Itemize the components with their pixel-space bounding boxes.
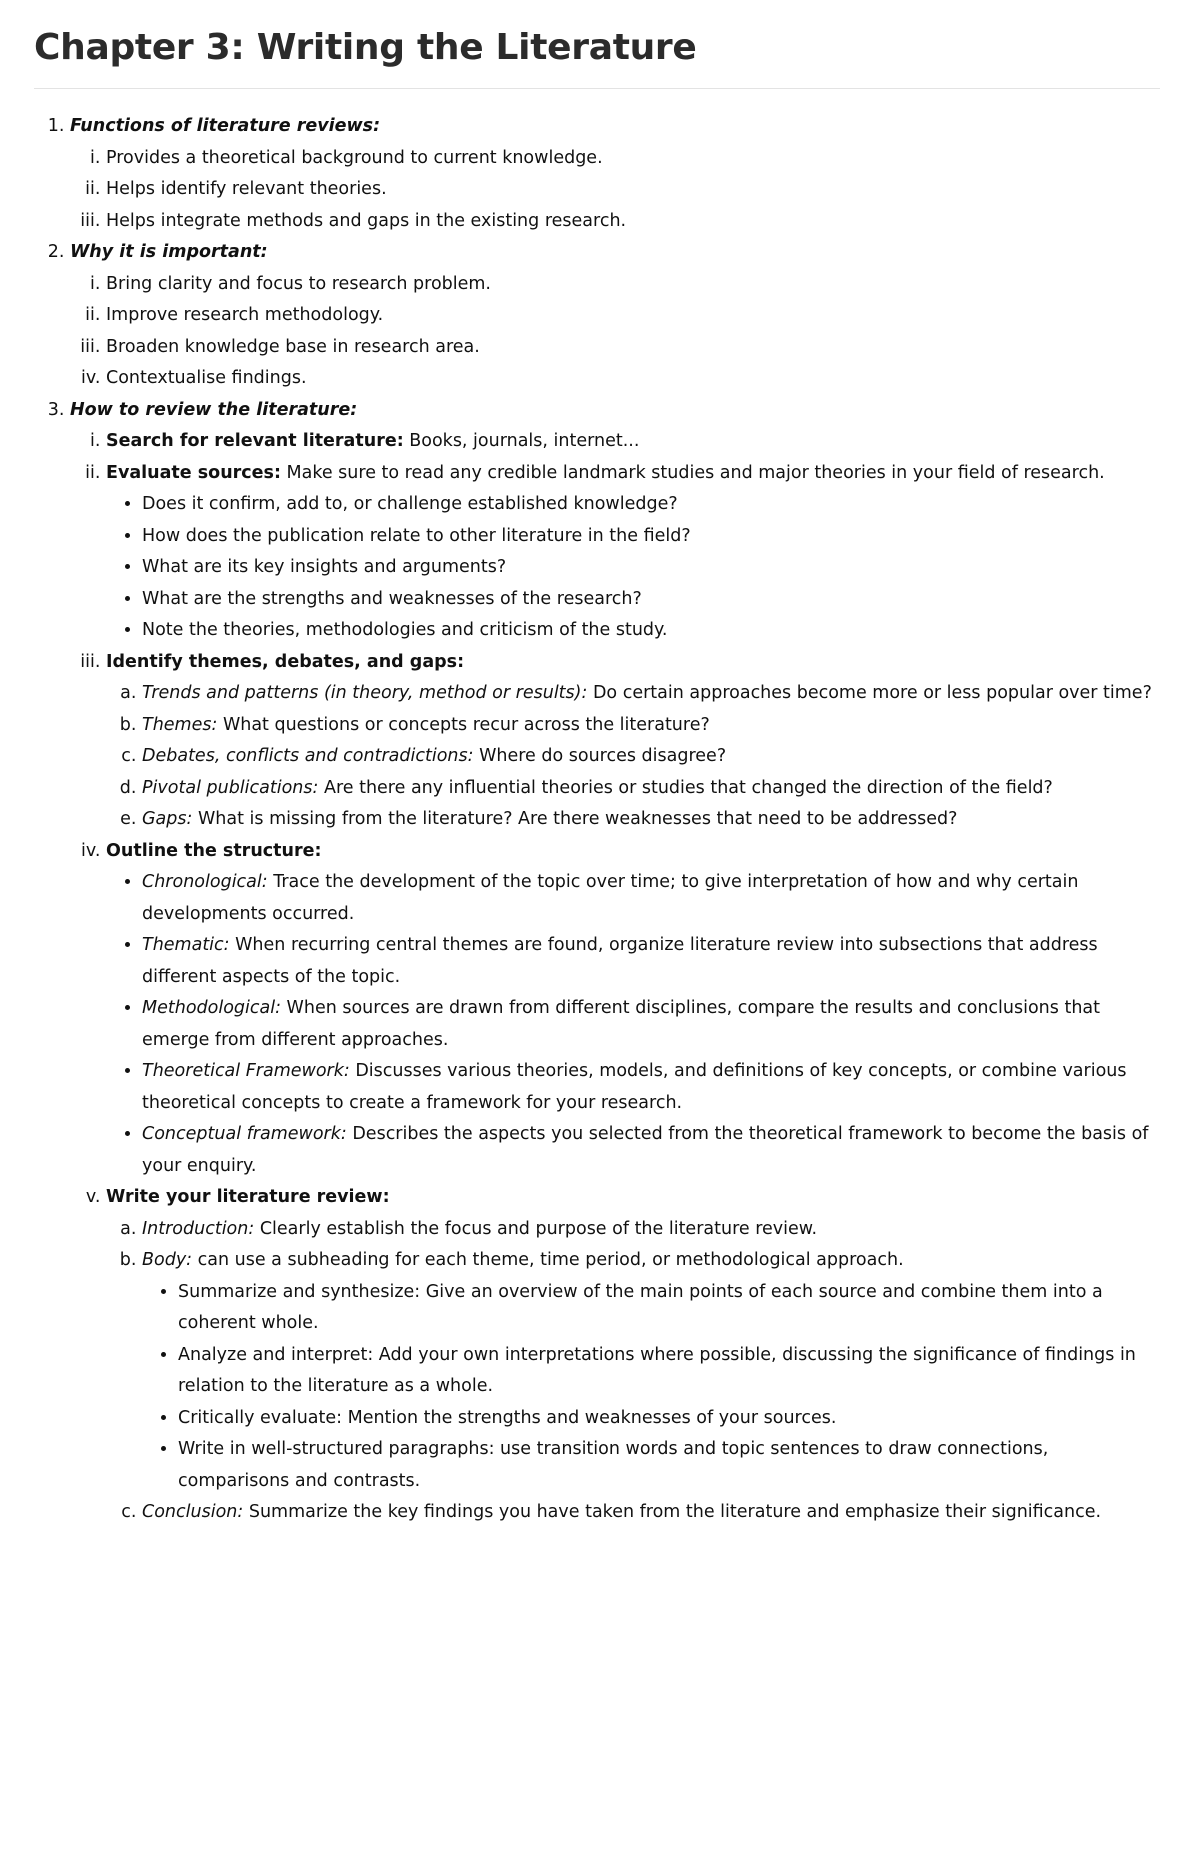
item-text: Where do sources disagree? [473, 746, 727, 766]
item-text: Trace the development of the topic over time; to give interpretation of how and why certain developments occurred. [142, 872, 1079, 924]
item-term: Introduction: [142, 1218, 255, 1239]
item-text: When sources are drawn from different disciplines, compare the results and conclusions that emerge from different approaches. [142, 998, 1100, 1050]
step-label: Write your literature review: [106, 1187, 390, 1207]
item-text: What questions or concepts recur across the literature? [217, 714, 710, 735]
list-item: ii. Improve research methodology. [106, 300, 1160, 332]
list-item: • Analyze and interpret: Add your own interpretations where possible, discussing the significance of findings in relation to the literature as a whole. [178, 1340, 1160, 1403]
list-item [142, 930, 1160, 993]
page-title: Chapter 3: Writing the Literature [34, 22, 1160, 89]
evaluate-questions [106, 489, 1160, 647]
step-label: Identify themes, debates, and gaps: [106, 651, 465, 672]
item-text: When recurring central themes are found, organize literature review into subsections that address different aspects of the topic. [142, 935, 1098, 987]
item-term: Body: [142, 1250, 193, 1270]
step-text: Books, journals, internet... [403, 431, 640, 451]
main-list [34, 111, 1160, 1529]
list-item: • Does it confirm, add to, or challenge established knowledge? [142, 489, 1160, 521]
item-text: can use a subheading for each theme, time period, or methodological approach. [192, 1250, 904, 1270]
item-text: Are there any influential theories or studies that changed the direction of the field? [318, 777, 1053, 798]
item-term: Theoretical Framework: [142, 1061, 350, 1081]
list-item: • What are its key insights and arguments? [142, 552, 1160, 584]
list-item [142, 678, 1160, 710]
item-text: Describes the aspects you selected from the theoretical framework to become the basis of your enquiry. [142, 1124, 1149, 1176]
item-text: What is missing from the literature? Are there weaknesses that need to be addressed? [192, 809, 958, 829]
step-evaluate [106, 458, 1160, 647]
item-term: Debates, conflicts and contradictions: [142, 746, 474, 766]
step-label: Search for relevant literature: [106, 431, 404, 451]
list-item [142, 1214, 1160, 1246]
list-item: • Summarize and synthesize: Give an overview of the main points of each source and combine them into a coherent whole. [178, 1277, 1160, 1340]
body-guidelines [142, 1277, 1160, 1498]
item-term: Chronological: [142, 872, 268, 892]
structure-list [106, 867, 1160, 1182]
item-term: Methodological: [142, 998, 281, 1018]
step-search [106, 426, 1160, 458]
item-text: Clearly establish the focus and purpose of the literature review. [254, 1218, 818, 1239]
step-identify-themes [106, 647, 1160, 836]
list-item: • Note the theories, methodologies and criticism of the study. [142, 615, 1160, 647]
section-heading: How to review the literature: [70, 399, 358, 420]
list-item [142, 1245, 1160, 1497]
importance-list [70, 269, 1160, 395]
list-item [142, 741, 1160, 773]
step-outline-structure [106, 836, 1160, 1183]
list-item: iii. Helps integrate methods and gaps in the existing research. [106, 206, 1160, 238]
list-item [142, 1119, 1160, 1182]
review-parts-list [106, 1214, 1160, 1529]
section-functions [70, 111, 1160, 237]
item-text: Summarize the key findings you have taken from the literature and emphasize their significance. [243, 1502, 1102, 1522]
item-term: Conceptual framework: [142, 1124, 347, 1144]
themes-list [106, 678, 1160, 836]
step-write-review [106, 1182, 1160, 1529]
list-item [142, 1497, 1160, 1529]
list-item: i. Provides a theoretical background to current knowledge. [106, 143, 1160, 175]
list-item: • Write in well-structured paragraphs: use transition words and topic sentences to draw connections, comparisons and contrasts. [178, 1434, 1160, 1497]
item-term: Pivotal publications: [142, 777, 319, 798]
section-how-to-review [70, 395, 1160, 1529]
list-item: iii. Broaden knowledge base in research area. [106, 332, 1160, 364]
list-item: • How does the publication relate to other literature in the field? [142, 521, 1160, 553]
list-item [142, 1056, 1160, 1119]
list-item [142, 867, 1160, 930]
section-heading: Why it is important: [70, 242, 268, 262]
list-item: • Critically evaluate: Mention the strengths and weaknesses of your sources. [178, 1403, 1160, 1435]
item-text: Do certain approaches become more or less popular over time? [587, 683, 1152, 703]
item-term: Conclusion: [142, 1502, 244, 1522]
item-term: Thematic: [142, 935, 230, 955]
step-text: Make sure to read any credible landmark studies and major theories in your field of research. [280, 462, 1105, 483]
list-item [142, 993, 1160, 1056]
item-text: Discusses various theories, models, and definitions of key concepts, or combine various theoretical concepts to create a framework for your research. [142, 1061, 1127, 1113]
list-item: • What are the strengths and weaknesses of the research? [142, 584, 1160, 616]
section-heading: Functions of literature reviews: [70, 116, 381, 136]
list-item: iv. Contextualise findings. [106, 363, 1160, 395]
list-item [142, 710, 1160, 742]
step-label: Evaluate sources: [106, 462, 281, 483]
item-term: Trends and patterns (in theory, method or results): [142, 683, 588, 703]
list-item: i. Bring clarity and focus to research problem. [106, 269, 1160, 301]
steps-list [70, 426, 1160, 1529]
list-item [142, 773, 1160, 805]
list-item: ii. Helps identify relevant theories. [106, 174, 1160, 206]
item-term: Themes: [142, 714, 218, 735]
step-label: Outline the structure: [106, 840, 322, 861]
item-term: Gaps: [142, 809, 193, 829]
list-item [142, 804, 1160, 836]
section-importance [70, 237, 1160, 395]
functions-list [70, 143, 1160, 238]
